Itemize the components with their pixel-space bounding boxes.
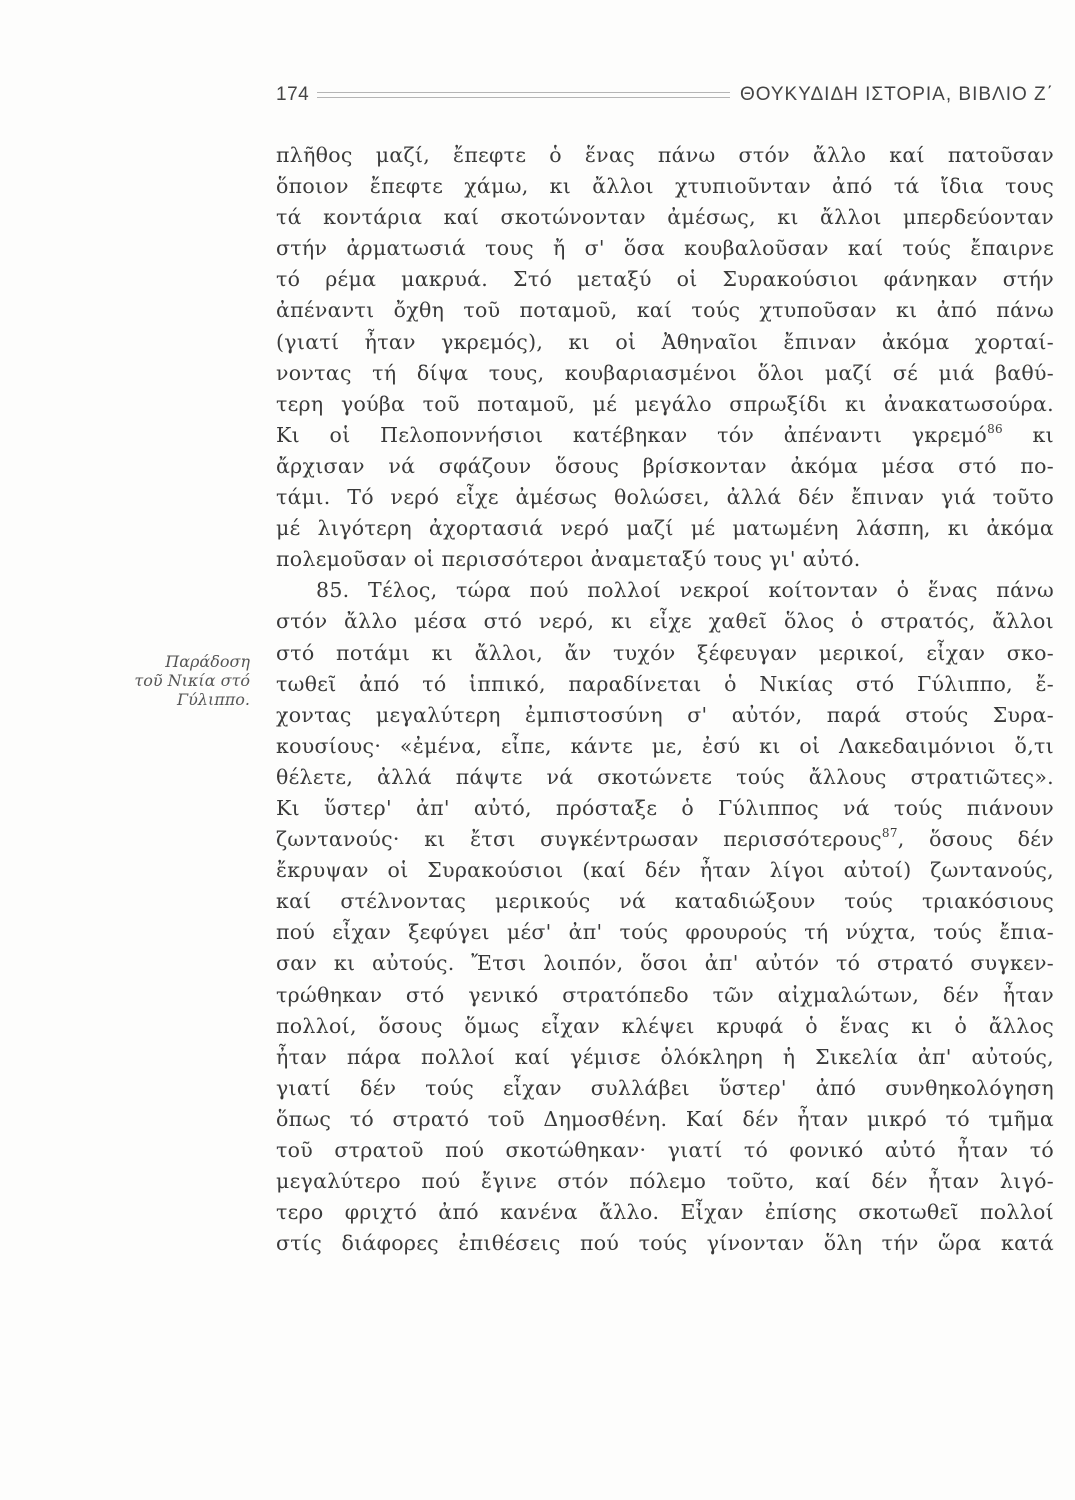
body-text: [276, 140, 1054, 1259]
text-line: [276, 1011, 1054, 1042]
text-line-content: ἦταν πάρα πολλοί καί γέμισε ὁλόκληρη ἡ Σικελία ἀπ' αὐτούς,: [276, 1044, 1054, 1069]
text-line: [276, 855, 1054, 886]
text-line: [276, 482, 1054, 513]
footnote-marker: 87: [881, 826, 898, 841]
running-title: ΘΟΥΚΥΔΙΔΗ ΙΣΤΟΡΙΑ, ΒΙΒΛΙΟ Ζ΄: [739, 84, 1054, 105]
text-line-content: τρώθηκαν στό γενικό στρατόπεδο τῶν αἰχμαλώτων, δέν ἦταν: [276, 982, 1054, 1007]
text-line-content: ἄρχισαν νά σφάζουν ὅσους βρίσκονταν ἀκόμα μέσα στό πο-: [276, 453, 1054, 478]
margin-note-line: Γύλιππο.: [177, 690, 250, 709]
text-line: [276, 824, 1054, 855]
text-line: [276, 202, 1054, 233]
text-line: [276, 1104, 1054, 1135]
text-line-content: πού εἶχαν ξεφύγει μέσ' ἀπ' τούς φρουρούς τή νύχτα, τούς ἔπια-: [276, 920, 1054, 945]
text-line: [276, 762, 1054, 793]
text-line: [276, 669, 1054, 700]
text-line: [276, 1228, 1054, 1259]
text-line-content: τερη γούβα τοῦ ποταμοῦ, μέ μεγάλο σπρωξίδι κι ἀνακατωσούρα.: [276, 391, 1054, 416]
text-line-content: πολεμοῦσαν οἱ περισσότεροι ἀναμεταξύ τους γι' αὐτό.: [276, 547, 861, 572]
margin-note: [60, 652, 250, 709]
text-line-content: τάμι. Τό νερό εἶχε ἀμέσως θολώσει, ἀλλά δέν ἔπιναν γιά τοῦτο: [276, 485, 1054, 510]
text-line-content: Κι οἱ Πελοποννήσιοι κατέβηκαν τόν ἀπέναντι γκρεμό: [276, 422, 988, 447]
text-line-content: τωθεῖ ἀπό τό ἱππικό, παραδίνεται ὁ Νικίας στό Γύλιππο, ἔ-: [276, 671, 1054, 696]
text-line: [276, 917, 1054, 948]
text-line: [276, 1073, 1054, 1104]
text-line-content: τά κοντάρια καί σκοτώνονταν ἀμέσως, κι ἄλλοι μπερδεύονταν: [276, 205, 1054, 230]
text-line: [276, 140, 1054, 171]
text-line-content: πλῆθος μαζί, ἔπεφτε ὁ ἕνας πάνω στόν ἄλλο καί πατοῦσαν: [276, 143, 1054, 167]
text-line-content: τερο φριχτό ἀπό κανένα ἄλλο. Εἶχαν ἐπίσης σκοτωθεῖ πολλοί: [276, 1200, 1054, 1225]
text-line: [276, 731, 1054, 762]
text-line-content: Κι ὕστερ' ἀπ' αὐτό, πρόσταξε ὁ Γύλιππος νά τούς πιάνουν: [276, 795, 1054, 820]
text-line-content: στόν ἄλλο μέσα στό νερό, κι εἶχε χαθεῖ ὅλος ὁ στρατός, ἄλλοι: [276, 609, 1054, 634]
text-line: [276, 1166, 1054, 1197]
margin-note-line: τοῦ Νικία στό: [134, 671, 250, 690]
text-line: [276, 358, 1054, 389]
text-line-continuation: κι: [1002, 422, 1054, 447]
text-line-content: τοῦ στρατοῦ πού σκοτώθηκαν· γιατί τό φονικό αὐτό ἦταν τό: [276, 1138, 1054, 1162]
text-line: [276, 1135, 1054, 1166]
running-header: [276, 78, 1054, 112]
text-line-content: στήν ἀρματωσιά τους ἤ σ' ὅσα κουβαλοῦσαν καί τούς ἔπαιρνε: [276, 236, 1054, 261]
text-line-content: σαν κι αὐτούς. Ἔτσι λοιπόν, ὅσοι ἀπ' αὐτόν τό στρατό συγκεν-: [276, 951, 1054, 976]
text-line-content: ὅποιον ἔπεφτε χάμω, κι ἄλλοι χτυπιοῦνταν ἀπό τά ἴδια τους: [276, 174, 1054, 199]
text-line-content: 85. Τέλος, τώρα πού πολλοί νεκροί κοίτονταν ὁ ἕνας πάνω: [316, 578, 1054, 603]
text-line: [276, 451, 1054, 482]
text-line: [276, 638, 1054, 669]
text-line-content: καί στέλνοντας μερικούς νά καταδιώξουν τούς τριακόσιους: [276, 889, 1054, 914]
text-line: [276, 389, 1054, 420]
text-line-content: νοντας τή δίψα τους, κουβαριασμένοι ὅλοι μαζί σέ μιά βαθύ-: [276, 360, 1054, 385]
text-line: [276, 575, 1054, 606]
text-line-content: κουσίους· «ἐμένα, εἶπε, κάντε με, ἐσύ κι οἱ Λακεδαιμόνιοι ὅ,τι: [276, 733, 1054, 758]
text-line-content: (γιατί ἦταν γκρεμός), κι οἱ Ἀθηναῖοι ἔπιναν ἀκόμα χορταί-: [276, 329, 1054, 354]
text-line: [276, 264, 1054, 295]
text-line: [276, 420, 1054, 451]
text-line-content: ὅπως τό στρατό τοῦ Δημοσθένη. Καί δέν ἦταν μικρό τό τμῆμα: [276, 1106, 1054, 1131]
text-line-content: μεγαλύτερο πού ἔγινε στόν πόλεμο τοῦτο, καί δέν ἦταν λιγό-: [276, 1169, 1054, 1194]
text-line: [276, 1197, 1054, 1228]
text-line-content: στίς διάφορες ἐπιθέσεις πού τούς γίνονταν ὅλη τήν ὥρα κατά: [276, 1231, 1054, 1256]
text-line: [276, 606, 1054, 637]
text-line: [276, 948, 1054, 979]
text-line: [276, 327, 1054, 358]
margin-note-line: Παράδοση: [165, 652, 250, 671]
header-rule: [317, 92, 730, 98]
text-line-content: θέλετε, ἀλλά πάψτε νά σκοτώνετε τούς ἄλλους στρατιῶτες».: [276, 764, 1054, 789]
text-line-content: γιατί δέν τούς εἶχαν συλλάβει ὕστερ' ἀπό συνθηκολόγηση: [276, 1075, 1054, 1100]
page-number: 174: [276, 84, 310, 105]
text-line-content: μέ λιγότερη ἀχορτασιά νερό μαζί μέ ματωμένη λάσπη, κι ἀκόμα: [276, 516, 1054, 541]
text-line: [276, 513, 1054, 544]
text-line: [276, 793, 1054, 824]
text-line: [276, 295, 1054, 326]
text-line-content: χοντας μεγαλύτερη ἐμπιστοσύνη σ' αὐτόν, παρά στούς Συρα-: [276, 702, 1054, 727]
footnote-marker: 86: [987, 421, 1003, 436]
text-line: [276, 1042, 1054, 1073]
text-line-content: στό ποτάμι κι ἄλλοι, ἄν τυχόν ξέφευγαν μερικοί, εἶχαν σκο-: [276, 640, 1054, 665]
text-line: [276, 980, 1054, 1011]
text-line-content: τό ρέμα μακρυά. Στό μεταξύ οἱ Συρακούσιοι φάνηκαν στήν: [276, 267, 1054, 292]
text-line-content: ἔκρυψαν οἱ Συρακούσιοι (καί δέν ἦταν λίγοι αὐτοί) ζωντανούς,: [276, 858, 1054, 883]
text-line: [276, 544, 1054, 575]
text-line-content: ἀπέναντι ὄχθη τοῦ ποταμοῦ, καί τούς χτυποῦσαν κι ἀπό πάνω: [276, 298, 1054, 323]
text-line-content: ζωντανούς· κι ἔτσι συγκέντρωσαν περισσότερους: [276, 827, 882, 852]
text-line: [276, 700, 1054, 731]
text-line-continuation: , ὅσους δέν: [897, 827, 1054, 852]
text-line: [276, 171, 1054, 202]
text-line-content: πολλοί, ὅσους ὅμως εἶχαν κλέψει κρυφά ὁ ἕνας κι ὁ ἄλλος: [276, 1013, 1054, 1038]
text-line: [276, 233, 1054, 264]
text-line: [276, 886, 1054, 917]
